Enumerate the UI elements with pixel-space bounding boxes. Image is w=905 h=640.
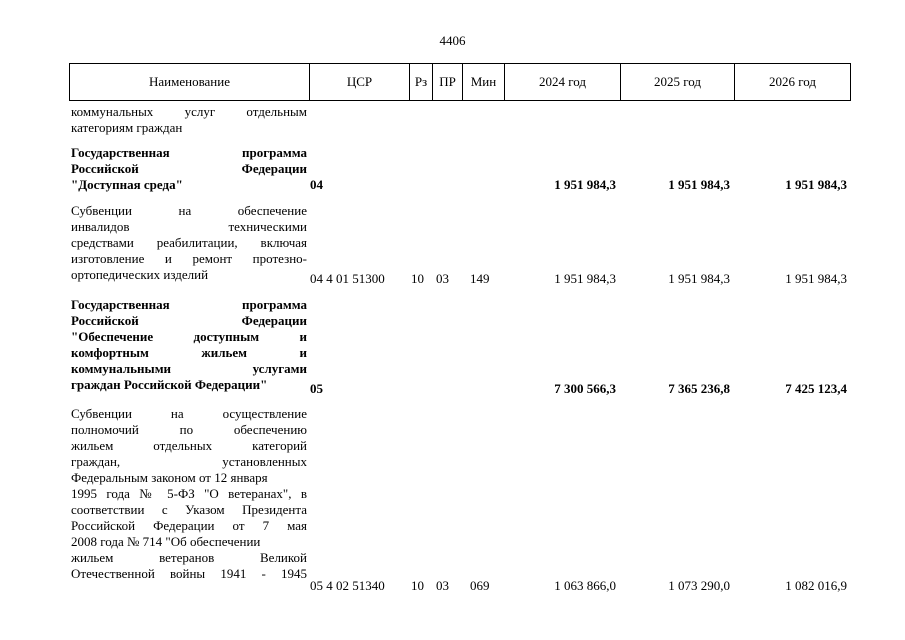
- name-line: 1995 года № 5-ФЗ "О ветеранах", в: [71, 486, 307, 501]
- name-line: Российской Федерации от 7 мая: [71, 518, 307, 533]
- name-line: соответствии с Указом Президента: [71, 502, 307, 517]
- name-line: инвалидов техническими: [71, 219, 307, 234]
- name-line: Отечественной войны 1941 - 1945: [71, 566, 307, 581]
- row-2025: 1 951 984,3: [668, 177, 730, 192]
- row-2026: 1 082 016,9: [785, 578, 847, 593]
- name-line: категориям граждан: [71, 120, 183, 135]
- name-line: Субвенции на обеспечение: [71, 203, 307, 218]
- row-csr: 04: [310, 177, 323, 192]
- name-line: Российской Федерации: [71, 161, 307, 176]
- header-2026: 2026 год: [769, 74, 816, 89]
- row-pr: 03: [436, 578, 449, 593]
- row-name: [71, 104, 307, 136]
- row-2025: 7 365 236,8: [668, 381, 730, 396]
- row-min: 149: [470, 271, 490, 286]
- row-2024: 1 063 866,0: [554, 578, 616, 593]
- row-name: [71, 145, 307, 193]
- row-name: [71, 297, 307, 393]
- name-line: граждан, установленных: [71, 454, 307, 469]
- name-line: полномочий по обеспечению: [71, 422, 307, 437]
- name-line: коммунальных услуг отдельным: [71, 104, 307, 119]
- row-2026: 1 951 984,3: [785, 271, 847, 286]
- name-line: граждан Российской Федерации": [71, 377, 268, 392]
- name-line: средствами реабилитации, включая: [71, 235, 307, 250]
- row-2025: 1 073 290,0: [668, 578, 730, 593]
- row-2025: 1 951 984,3: [668, 271, 730, 286]
- table-header: [69, 63, 851, 101]
- header-rz: Рз: [410, 64, 433, 100]
- page-number: 4406: [439, 33, 466, 48]
- name-line: изготовление и ремонт протезно-: [71, 251, 307, 266]
- name-line: Государственная программа: [71, 145, 307, 160]
- header-csr: ЦСР: [310, 64, 410, 100]
- row-2024: 1 951 984,3: [554, 271, 616, 286]
- header-2024: 2024 год: [505, 64, 621, 100]
- row-2024: 1 951 984,3: [554, 177, 616, 192]
- name-line: Государственная программа: [71, 297, 307, 312]
- name-line: "Обеспечение доступным и: [71, 329, 307, 344]
- header-pr: ПР: [433, 64, 463, 100]
- row-csr: 05: [310, 381, 323, 396]
- name-line: 2008 года № 714 "Об обеспечении: [71, 534, 261, 549]
- name-line: Российской Федерации: [71, 313, 307, 328]
- row-2026: 1 951 984,3: [785, 177, 847, 192]
- name-line: жильем отдельных категорий: [71, 438, 307, 453]
- header-min: Мин: [463, 64, 505, 100]
- name-line: ортопедических изделий: [71, 267, 209, 282]
- row-rz: 10: [411, 578, 424, 593]
- row-min: 069: [470, 578, 490, 593]
- row-csr: 04 4 01 51300: [310, 271, 385, 286]
- row-name: [71, 406, 307, 582]
- row-rz: 10: [411, 271, 424, 286]
- name-line: "Доступная среда": [71, 177, 183, 192]
- name-line: жильем ветеранов Великой: [71, 550, 307, 565]
- row-csr: 05 4 02 51340: [310, 578, 385, 593]
- name-line: Федеральным законом от 12 января: [71, 470, 268, 485]
- name-line: Субвенции на осуществление: [71, 406, 307, 421]
- row-name: [71, 203, 307, 283]
- name-line: комфортным жильем и: [71, 345, 307, 360]
- header-2025: 2025 год: [621, 64, 735, 100]
- header-name: Наименование: [70, 64, 310, 100]
- row-pr: 03: [436, 271, 449, 286]
- row-2024: 7 300 566,3: [554, 381, 616, 396]
- name-line: коммунальными услугами: [71, 361, 307, 376]
- row-2026: 7 425 123,4: [785, 381, 847, 396]
